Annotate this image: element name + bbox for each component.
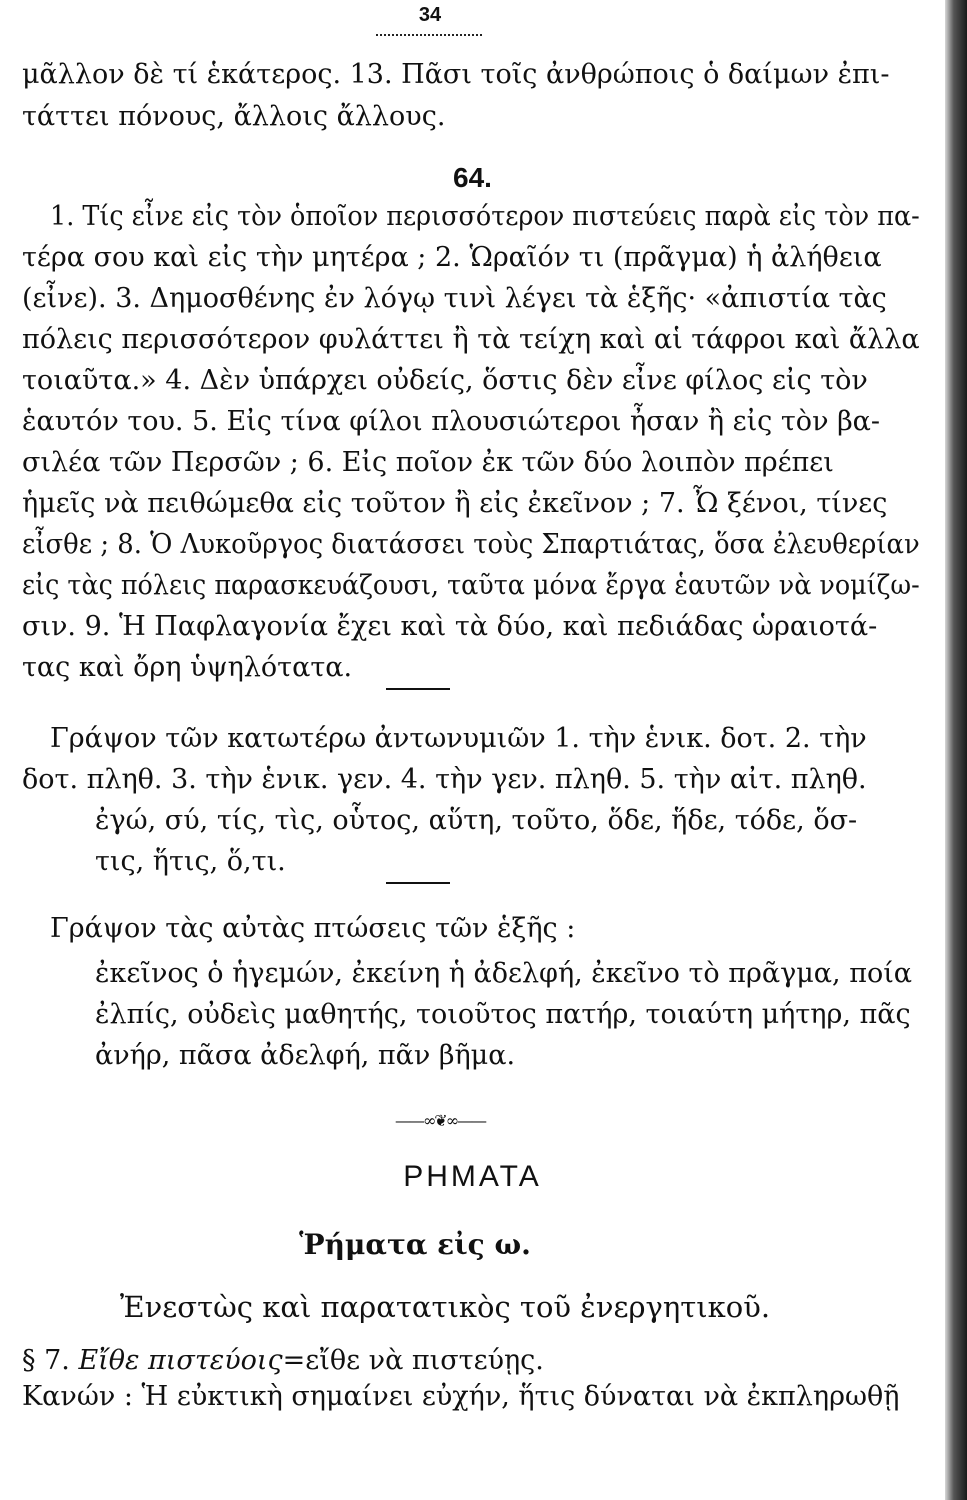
text-line: ἐγώ, σύ, τίς, τὶς, οὗτος, αὕτη, τοῦτο, ὅδε, ἥδε, τόδε, ὅσ- bbox=[95, 805, 858, 836]
text-line: τέρα σου καὶ εἰς τὴν μητέρα ; 2. Ὡραῖόν τι (πρᾶγμα) ἡ ἀλήθεια bbox=[22, 242, 882, 273]
kanon-text: Ἡ εὐκτικὴ σημαίνει εὐχήν, ἥτις δύναται νὰ ἐκπληρωθῇ bbox=[141, 1381, 900, 1412]
text-line: τοιαῦτα.» 4. Δὲν ὑπάρχει οὐδείς, ὅστις δὲν εἶνε φίλος εἰς τὸν bbox=[22, 365, 868, 396]
kanon-label: Κανών : bbox=[22, 1381, 133, 1412]
page-number-rule bbox=[376, 34, 482, 36]
text-line: ἐλπίς, οὐδεὶς μαθητής, τοιοῦτος πατήρ, τοιαύτη μήτηρ, πᾶς bbox=[95, 999, 911, 1030]
page-number: 34 bbox=[418, 4, 442, 26]
text-line: ἑαυτόν του. 5. Εἰς τίνα φίλοι πλουσιώτεροι ἦσαν ἢ εἰς τὸν βα- bbox=[22, 406, 881, 437]
chapter-title: ΡΗΜΑΤΑ bbox=[403, 1160, 542, 1193]
separator-rule bbox=[386, 882, 450, 884]
text-line: ἡμεῖς νὰ πειθώμεθα εἰς τοῦτον ἢ εἰς ἐκεῖνον ; 7. Ὦ ξένοι, τίνες bbox=[22, 488, 888, 519]
section-number: § 7. bbox=[22, 1345, 70, 1376]
rule-equals: = bbox=[282, 1345, 306, 1376]
text-line: μᾶλλον δὲ τί ἑκάτερος. 13. Πᾶσι τοῖς ἀνθρώποις ὁ δαίμων ἐπι- bbox=[22, 59, 890, 90]
text-line: εἶσθε ; 8. Ὁ Λυκοῦργος διατάσσει τοὺς Σπαρτιάτας, ὅσα ἐλευθερίαν bbox=[22, 529, 920, 560]
text-line: ἐκεῖνος ὁ ἡγεμών, ἐκείνη ἡ ἀδελφή, ἐκεῖνο τὸ πρᾶγμα, ποία bbox=[95, 958, 913, 989]
text-line: σιν. 9. Ἡ Παφλαγονία ἔχει καὶ τὰ δύο, καὶ πεδιάδας ὡραιοτά- bbox=[22, 611, 878, 642]
section-64-heading: 64. bbox=[453, 162, 492, 193]
rule-example-plain: εἴθε νὰ πιστεύῃς. bbox=[305, 1345, 544, 1376]
rule-example-italic: Εἴθε πιστεύοις bbox=[78, 1345, 283, 1376]
text-line: τας καὶ ὄρη ὑψηλότατα. bbox=[22, 652, 353, 683]
separator-rule bbox=[386, 688, 450, 690]
text-line: τις, ἥτις, ὅ,τι. bbox=[95, 846, 286, 877]
text-line: 1. Τίς εἶνε εἰς τὸν ὁποῖον περισσότερον πιστεύεις παρὰ εἰς τὸν πα- bbox=[50, 201, 920, 232]
text-line: Γράψον τῶν κατωτέρω ἀντωνυμιῶν 1. τὴν ἑνικ. δοτ. 2. τὴν bbox=[50, 723, 867, 754]
text-line: ἀνήρ, πᾶσα ἀδελφή, πᾶν βῆμα. bbox=[95, 1040, 516, 1071]
text-line: πόλεις περισσότερον φυλάττει ἢ τὰ τείχη καὶ αἱ τάφροι καὶ ἄλλα bbox=[22, 324, 920, 355]
rule-line bbox=[22, 1344, 544, 1378]
kanon-line bbox=[22, 1380, 899, 1414]
tense-title: Ἐνεστὼς καὶ παρατατικὸς τοῦ ἐνεργητικοῦ. bbox=[119, 1290, 771, 1324]
text-line: σιλέα τῶν Περσῶν ; 6. Εἰς ποῖον ἐκ τῶν δύο λοιπὸν πρέπει bbox=[22, 447, 834, 478]
text-line: Γράψον τὰς αὐτὰς πτώσεις τῶν ἑξῆς : bbox=[50, 913, 576, 944]
page-edge-shadow bbox=[945, 0, 967, 1500]
ornament-divider: ——∞❦∞—— bbox=[394, 1111, 486, 1130]
subheading: Ῥήματα εἰς ω. bbox=[299, 1228, 531, 1261]
text-line: (εἶνε). 3. Δημοσθένης ἐν λόγῳ τινὶ λέγει τὰ ἑξῆς· «ἀπιστία τὰς bbox=[22, 283, 887, 314]
text-line: εἰς τὰς πόλεις παρασκευάζουσι, ταῦτα μόνα ἔργα ἑαυτῶν νὰ νομίζω- bbox=[22, 570, 920, 601]
text-line: τάττει πόνους, ἄλλοις ἄλλους. bbox=[22, 101, 446, 132]
text-line: δοτ. πληθ. 3. τὴν ἑνικ. γεν. 4. τὴν γεν. πληθ. 5. τὴν αἰτ. πληθ. bbox=[22, 764, 867, 795]
